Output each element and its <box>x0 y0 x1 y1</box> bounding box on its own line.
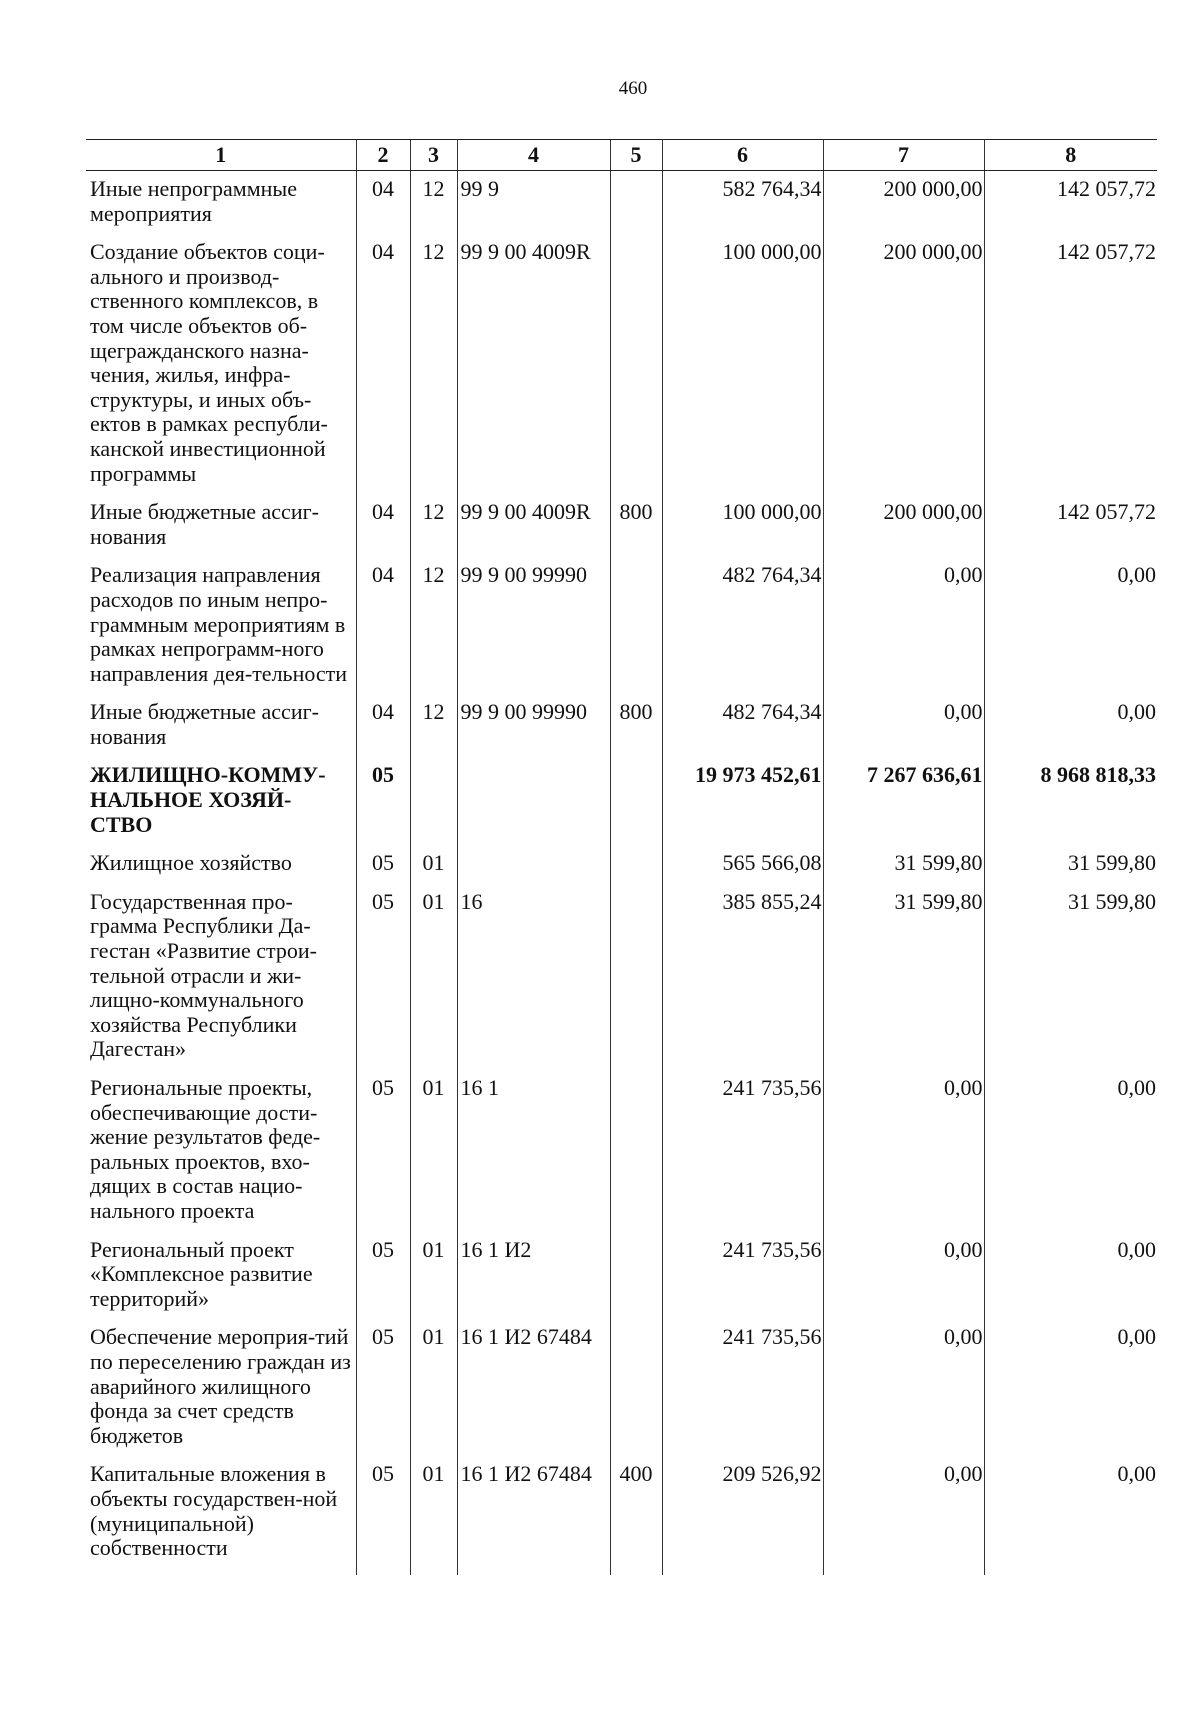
amount-col-6: 19 973 452,61 <box>662 757 823 845</box>
row-name: Создание объектов соци-ального и производ-ственного комплексов, в том числе объектов об-щегражданского назна-чения, жилья, инфра-структуры, и иных объ-ектов в рамках республи-канской инвестиционной программы <box>90 239 328 486</box>
table-row <box>86 1456 1157 1574</box>
table-row <box>86 1070 1157 1232</box>
amount-col-8: 0,00 <box>984 1070 1157 1232</box>
table-row <box>86 845 1157 884</box>
amount-col-8: 0,00 <box>984 1456 1157 1574</box>
header-row <box>86 140 1157 171</box>
row-name: Жилищное хозяйство <box>90 850 292 876</box>
row-name: Региональный проект «Комплексное развитие территорий» <box>90 1236 313 1311</box>
amount-col-8: 0,00 <box>984 557 1157 694</box>
expense-type-code <box>610 1232 662 1320</box>
expense-type-code <box>610 845 662 884</box>
row-name: Иные бюджетные ассиг-нования <box>90 699 319 749</box>
target-article-code: 16 1 И2 67484 <box>457 1456 610 1574</box>
subsection-code: 01 <box>410 845 457 884</box>
amount-col-6: 482 764,34 <box>662 557 823 694</box>
column-header-5: 5 <box>610 140 662 171</box>
subsection-code: 01 <box>410 1319 457 1456</box>
page-number: 460 <box>618 78 648 99</box>
row-name: Капитальные вложения в объекты государствен-ной (муниципальной) собственности <box>90 1461 338 1561</box>
subsection-code: 12 <box>410 557 457 694</box>
column-header-1: 1 <box>86 140 356 171</box>
amount-col-7: 0,00 <box>823 557 984 694</box>
column-header-2: 2 <box>356 140 410 171</box>
section-code: 05 <box>356 757 410 845</box>
expense-type-code <box>610 557 662 694</box>
section-code: 04 <box>356 171 410 235</box>
amount-col-6: 100 000,00 <box>662 234 823 494</box>
table-row <box>86 171 1157 235</box>
section-code: 05 <box>356 1232 410 1320</box>
column-header-8: 8 <box>984 140 1157 171</box>
section-code: 04 <box>356 557 410 694</box>
amount-col-6: 241 735,56 <box>662 1319 823 1456</box>
column-header-3: 3 <box>410 140 457 171</box>
table-row <box>86 1232 1157 1320</box>
amount-col-7: 0,00 <box>823 1456 984 1574</box>
row-name: Иные бюджетные ассиг-нования <box>90 499 319 549</box>
table-body <box>86 171 1157 1575</box>
section-code: 05 <box>356 1456 410 1574</box>
amount-col-7: 31 599,80 <box>823 845 984 884</box>
amount-col-7: 7 267 636,61 <box>823 757 984 845</box>
table-row <box>86 494 1157 557</box>
amount-col-6: 385 855,24 <box>662 884 823 1070</box>
row-name: Обеспечение мероприя-тий по переселению граждан из аварийного жилищного фонда за счет средств бюджетов <box>90 1324 351 1448</box>
row-name: Реализация направления расходов по иным непро-граммным мероприятиям в рамках непрограмм-ного направления дея-тельности <box>90 562 348 686</box>
amount-col-6: 482 764,34 <box>662 694 823 757</box>
subsection-code: 12 <box>410 694 457 757</box>
subsection-code: 01 <box>410 1456 457 1574</box>
target-article-code: 99 9 00 4009R <box>457 494 610 557</box>
section-code: 05 <box>356 1319 410 1456</box>
expense-type-code <box>610 234 662 494</box>
table-header <box>86 140 1157 171</box>
table-row <box>86 557 1157 694</box>
amount-col-6: 241 735,56 <box>662 1232 823 1320</box>
amount-col-8: 31 599,80 <box>984 884 1157 1070</box>
amount-col-6: 582 764,34 <box>662 171 823 235</box>
target-article-code: 16 1 И2 <box>457 1232 610 1320</box>
table-row <box>86 694 1157 757</box>
column-header-7: 7 <box>823 140 984 171</box>
section-code: 05 <box>356 1070 410 1232</box>
amount-col-6: 565 566,08 <box>662 845 823 884</box>
table-row <box>86 884 1157 1070</box>
amount-col-8: 0,00 <box>984 1319 1157 1456</box>
target-article-code: 99 9 00 99990 <box>457 694 610 757</box>
target-article-code: 16 1 И2 67484 <box>457 1319 610 1456</box>
expense-type-code <box>610 1070 662 1232</box>
row-name: Региональные проекты, обеспечивающие дости-жение результатов феде-ральных проектов, вхо-дящих в состав нацио-нального проекта <box>90 1075 321 1223</box>
target-article-code: 16 <box>457 884 610 1070</box>
table-row <box>86 757 1157 845</box>
column-header-4: 4 <box>457 140 610 171</box>
target-article-code: 99 9 00 99990 <box>457 557 610 694</box>
row-name: Иные непрограммные мероприятия <box>90 176 297 226</box>
target-article-code: 16 1 <box>457 1070 610 1232</box>
amount-col-8: 31 599,80 <box>984 845 1157 884</box>
amount-col-8: 142 057,72 <box>984 494 1157 557</box>
target-article-code: 99 9 <box>457 171 610 235</box>
subsection-code: 12 <box>410 494 457 557</box>
amount-col-8: 142 057,72 <box>984 234 1157 494</box>
amount-col-6: 100 000,00 <box>662 494 823 557</box>
subsection-code: 12 <box>410 171 457 235</box>
amount-col-6: 209 526,92 <box>662 1456 823 1574</box>
section-code: 05 <box>356 845 410 884</box>
row-name: Государственная про-грамма Республики Да-гестан «Развитие строи-тельной отрасли и жи-лищно-коммунального хозяйства Республики Дагестан» <box>90 888 317 1062</box>
amount-col-8: 0,00 <box>984 694 1157 757</box>
target-article-code: 99 9 00 4009R <box>457 234 610 494</box>
budget-table <box>86 139 1157 1575</box>
expense-type-code <box>610 757 662 845</box>
amount-col-7: 0,00 <box>823 694 984 757</box>
subsection-code <box>410 757 457 845</box>
subsection-code: 12 <box>410 234 457 494</box>
amount-col-7: 200 000,00 <box>823 494 984 557</box>
section-code: 04 <box>356 234 410 494</box>
amount-col-7: 0,00 <box>823 1319 984 1456</box>
section-code: 04 <box>356 694 410 757</box>
amount-col-7: 0,00 <box>823 1232 984 1320</box>
subsection-code: 01 <box>410 884 457 1070</box>
expense-type-code: 800 <box>610 494 662 557</box>
amount-col-7: 0,00 <box>823 1070 984 1232</box>
amount-col-8: 8 968 818,33 <box>984 757 1157 845</box>
amount-col-7: 200 000,00 <box>823 234 984 494</box>
section-code: 05 <box>356 884 410 1070</box>
expense-type-code: 800 <box>610 694 662 757</box>
column-header-6: 6 <box>662 140 823 171</box>
expense-type-code <box>610 1319 662 1456</box>
subsection-code: 01 <box>410 1070 457 1232</box>
table-row <box>86 234 1157 494</box>
amount-col-8: 0,00 <box>984 1232 1157 1320</box>
expense-type-code: 400 <box>610 1456 662 1574</box>
amount-col-6: 241 735,56 <box>662 1070 823 1232</box>
target-article-code <box>457 757 610 845</box>
expense-type-code <box>610 884 662 1070</box>
section-code: 04 <box>356 494 410 557</box>
expense-type-code <box>610 171 662 235</box>
target-article-code <box>457 845 610 884</box>
row-name: ЖИЛИЩНО-КОММУ-НАЛЬНОЕ ХОЗЯЙ-СТВО <box>90 762 326 837</box>
amount-col-7: 200 000,00 <box>823 171 984 235</box>
amount-col-8: 142 057,72 <box>984 171 1157 235</box>
table-row <box>86 1319 1157 1456</box>
amount-col-7: 31 599,80 <box>823 884 984 1070</box>
subsection-code: 01 <box>410 1232 457 1320</box>
